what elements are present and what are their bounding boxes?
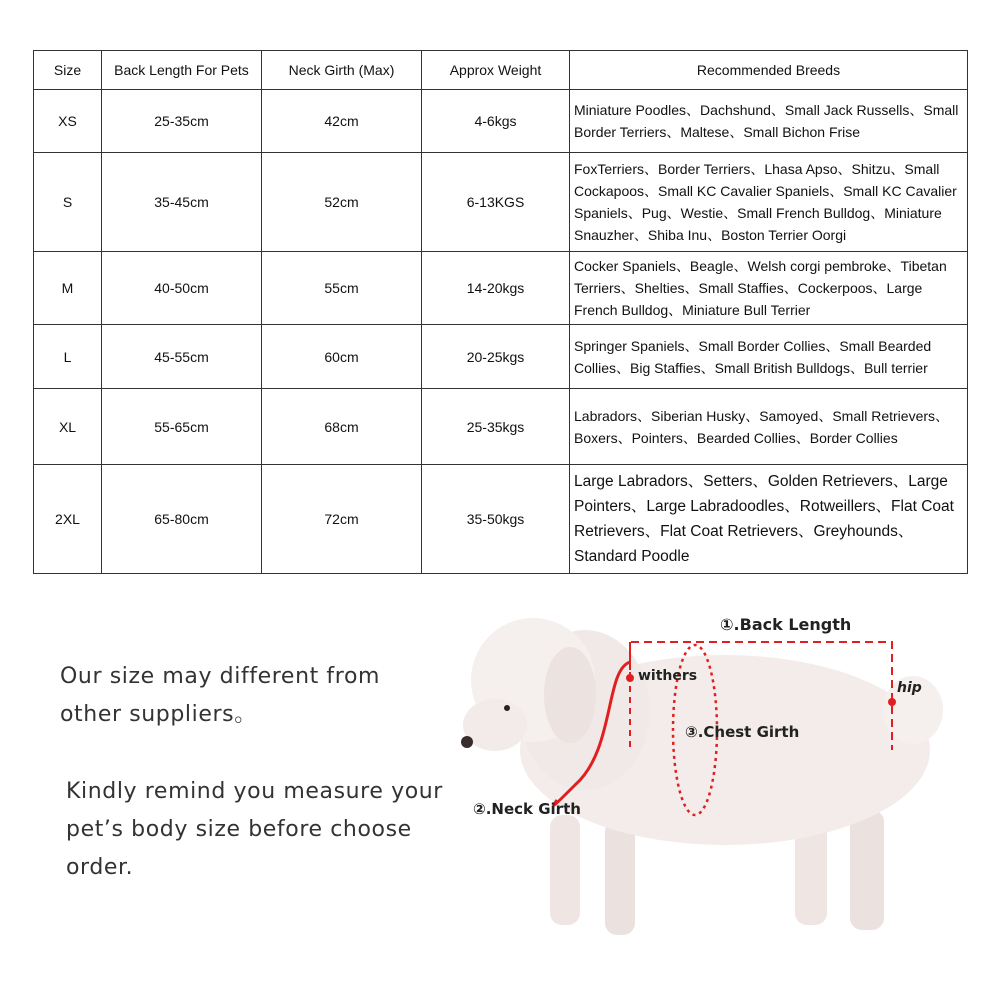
size-cell: S (34, 153, 102, 252)
header-back-length: Back Length For Pets (102, 51, 262, 90)
header-approx-weight: Approx Weight (422, 51, 570, 90)
back-length-cell: 25-35cm (102, 90, 262, 153)
neck-girth-cell: 55cm (262, 252, 422, 325)
breeds-cell: Miniature Poodles、Dachshund、Small Jack Russells、Small Border Terriers、Maltese、Small Bichon Frise (570, 90, 968, 153)
neck-girth-cell: 72cm (262, 465, 422, 574)
back-length-cell: 65-80cm (102, 465, 262, 574)
table-row (34, 465, 968, 574)
weight-cell: 14-20kgs (422, 252, 570, 325)
size-cell: M (34, 252, 102, 325)
back-length-cell: 45-55cm (102, 325, 262, 389)
table-row (34, 389, 968, 465)
neck-girth-cell: 52cm (262, 153, 422, 252)
size-cell: XS (34, 90, 102, 153)
weight-cell: 25-35kgs (422, 389, 570, 465)
back-length-label: ①.Back Length (720, 615, 852, 634)
weight-cell: 4-6kgs (422, 90, 570, 153)
header-recommended-breeds: Recommended Breeds (570, 51, 968, 90)
header-size: Size (34, 51, 102, 90)
table-row (34, 252, 968, 325)
back-length-cell: 55-65cm (102, 389, 262, 465)
breeds-cell: Springer Spaniels、Small Border Collies、Small Bearded Collies、Big Staffies、Small British Bulldogs、Bull terrier (570, 325, 968, 389)
weight-cell: 20-25kgs (422, 325, 570, 389)
chest-girth-label: ③.Chest Girth (685, 723, 800, 741)
size-difference-note: Our size may different from other suppliers。 (60, 664, 381, 727)
measurement-diagram (455, 600, 975, 960)
withers-point (626, 674, 634, 682)
withers-label: withers (638, 668, 698, 684)
weight-cell: 6-13KGS (422, 153, 570, 252)
back-length-cell: 40-50cm (102, 252, 262, 325)
size-cell: 2XL (34, 465, 102, 574)
back-length-cell: 35-45cm (102, 153, 262, 252)
breeds-cell: Cocker Spaniels、Beagle、Welsh corgi pembroke、Tibetan Terriers、Shelties、Small Staffies、Cockerpoos、Large French Bulldog、Miniature Bull Terrier (570, 252, 968, 325)
breeds-cell: Large Labradors、Setters、Golden Retrievers、Large Pointers、Large Labradoodles、Rotweillers、Flat Coat Retrievers、Flat Coat Retrievers、Greyhounds、Standard Poodle (570, 465, 968, 574)
neck-girth-cell: 60cm (262, 325, 422, 389)
table-row (34, 90, 968, 153)
table-row (34, 325, 968, 389)
table-row (34, 153, 968, 252)
measure-reminder-note: Kindly remind you measure your pet’s body size before choose order. (66, 779, 443, 880)
breeds-cell: Labradors、Siberian Husky、Samoyed、Small Retrievers、Boxers、Pointers、Bearded Collies、Border Collies (570, 389, 968, 465)
hip-label: hip (897, 680, 922, 696)
size-cell: XL (34, 389, 102, 465)
dog-illustration (461, 618, 943, 935)
breeds-cell-wrapper (570, 153, 968, 252)
hip-point (888, 698, 896, 706)
breeds-cell: FoxTerriers、Border Terriers、Lhasa Apso、Shitzu、Small Cockapoos、Small KC Cavalier Spaniels、Small KC Cavalier Spaniels、Pug、Westie、Small French Bulldog、Miniature Snauzher、Shiba Inu、Boston Terrier Oorgi (574, 161, 957, 243)
weight-cell: 35-50kgs (422, 465, 570, 574)
neck-girth-cell: 42cm (262, 90, 422, 153)
size-cell: L (34, 325, 102, 389)
header-neck-girth: Neck Girth (Max) (262, 51, 422, 90)
neck-girth-label: ②.Neck Girth (473, 800, 581, 818)
neck-girth-cell: 68cm (262, 389, 422, 465)
table-header-row (34, 51, 968, 90)
size-table (33, 50, 968, 574)
